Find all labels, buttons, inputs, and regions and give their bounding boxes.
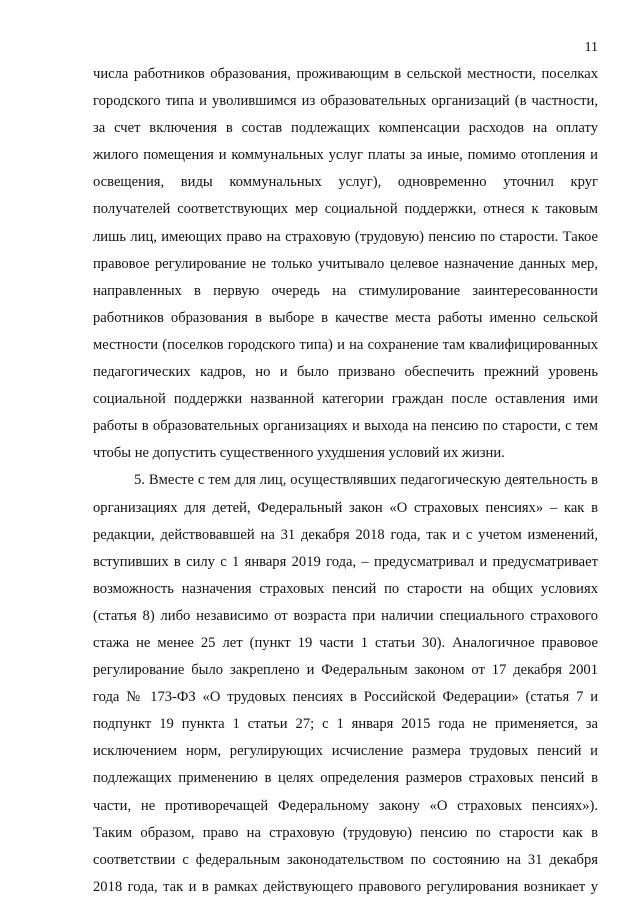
text-line: 5. Вместе с тем для лиц, осуществлявших педагогическую деятельность в	[134, 472, 598, 489]
text-line: освещения, виды коммунальных услуг), одновременно уточнил круг	[93, 174, 598, 191]
text-line: правовое регулирование не только учитывало целевое назначение данных мер,	[93, 255, 598, 272]
text-line: за счет включения в состав подлежащих компенсации расходов на оплату	[93, 120, 598, 137]
text-line: педагогических кадров, но и было призвано обеспечить прежний уровень	[93, 364, 598, 381]
text-line: подпункт 19 пункта 1 статьи 27; с 1 января 2015 года не применяется, за	[93, 716, 598, 733]
text-line: лишь лиц, имеющих право на страховую (трудовую) пенсию по старости. Такое	[93, 228, 598, 245]
text-line: года № 173-ФЗ «О трудовых пенсиях в Российской Федерации» (статья 7 и	[93, 689, 598, 706]
text-line: части, не противоречащей Федеральному закону «О страховых пенсиях»).	[93, 797, 598, 814]
text-line: (статья 8) либо независимо от возраста при наличии специального страхового	[93, 607, 598, 624]
text-line: стажа не менее 25 лет (пункт 19 части 1 статьи 30). Аналогичное правовое	[93, 634, 598, 651]
text-line: работников образования в выборе в качестве места работы именно сельской	[93, 309, 598, 326]
text-line: Таким образом, право на страховую (трудовую) пенсию по старости как в	[93, 824, 598, 841]
text-line: работы в образовательных организациях и выхода на пенсию по старости, с тем	[93, 418, 598, 435]
text-line: редакции, действовавшей на 31 декабря 2018 года, так и с учетом изменений,	[93, 526, 598, 543]
text-line: чтобы не допустить существенного ухудшения условий их жизни.	[93, 445, 505, 462]
text-line: подлежащих применению в целях определения размеров страховых пенсий в	[93, 770, 598, 787]
text-line: жилого помещения и коммунальных услуг платы за иные, помимо отопления и	[93, 147, 598, 164]
page-number: 11	[584, 40, 598, 55]
text-line: городского типа и уволившимся из образовательных организаций (в частности,	[93, 93, 598, 110]
text-line: вступивших в силу с 1 января 2019 года, – предусматривал и предусматривает	[93, 553, 598, 570]
paragraph-1	[93, 61, 598, 467]
text-line: получателей соответствующих мер социальной поддержки, отнеся к таковым	[93, 201, 598, 218]
text-line: соответствии с федеральным законодательством по состоянию на 31 декабря	[93, 851, 598, 868]
text-line: социальной поддержки названной категории граждан после оставления ими	[93, 391, 598, 408]
text-line: 2018 года, так и в рамках действующего правового регулирования возникает у	[93, 878, 598, 895]
text-line: исключением норм, регулирующих исчисление размера трудовых пенсий и	[93, 743, 598, 760]
body-text	[93, 61, 598, 901]
text-line: возможность назначения страховых пенсий по старости на общих условиях	[93, 580, 598, 597]
text-line: числа работников образования, проживающим в сельской местности, поселках	[93, 66, 598, 82]
text-line: местности (поселков городского типа) и на сохранение там квалифицированных	[93, 336, 598, 353]
text-line: регулирование было закреплено и Федеральным законом от 17 декабря 2001	[93, 662, 598, 679]
text-line: организациях для детей, Федеральный закон «О страховых пенсиях» – как в	[93, 499, 598, 516]
paragraph-2	[93, 467, 598, 901]
text-line: направленных в первую очередь на стимулирование заинтересованности	[93, 282, 598, 299]
